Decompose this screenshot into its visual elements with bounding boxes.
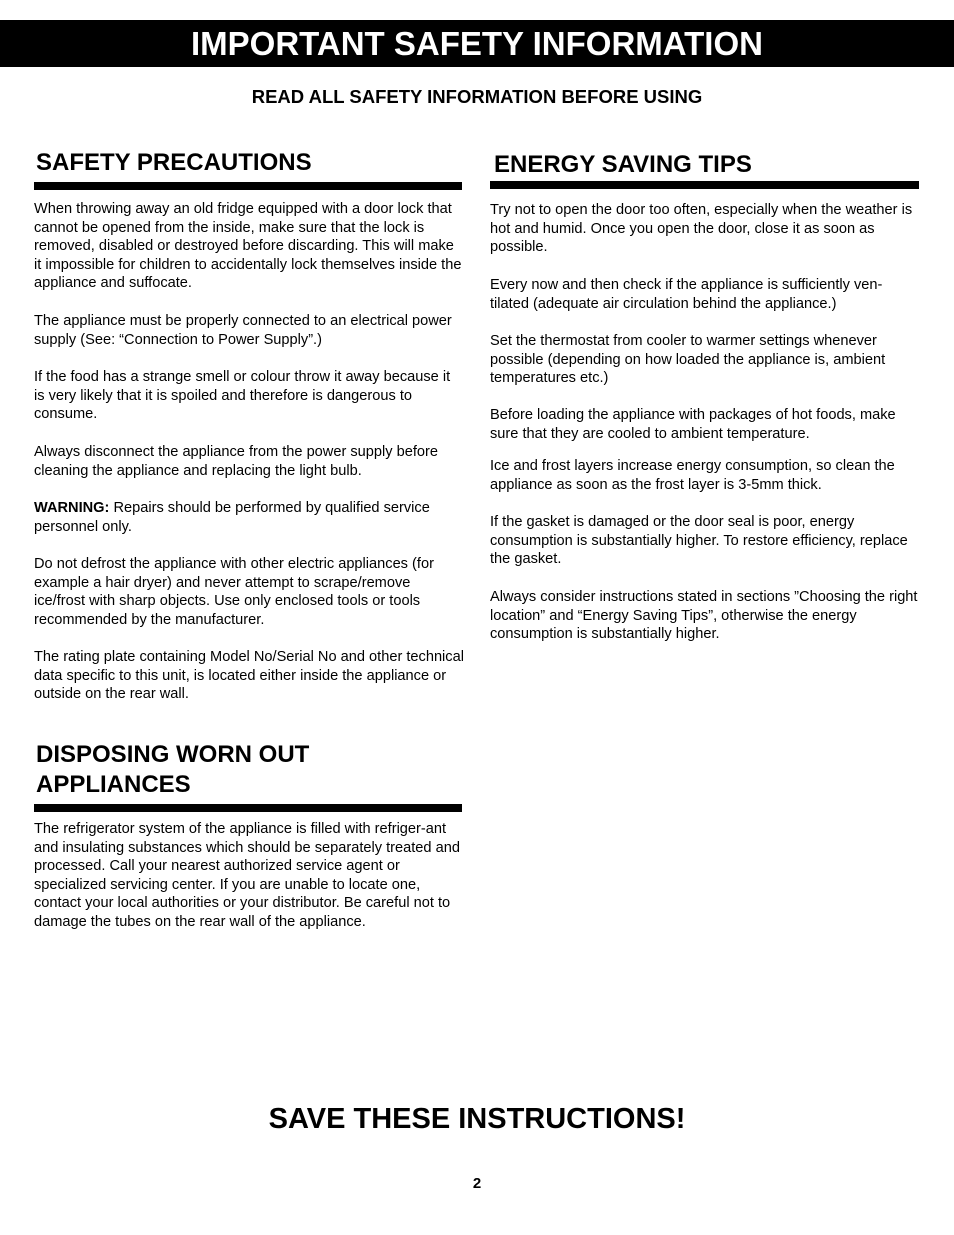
safety-heading-rule [34,182,462,190]
safety-paragraph: Do not defrost the appliance with other electric appliances (for example a hair dryer) and never attempt to scrape/remove ice/frost with sharp objects. Use only enclosed tools or tools recommended by the manufacturer. [34,556,434,628]
energy-paragraph: Every now and then check if the appliance is sufficiently ven-tilated (adequate air circulation behind the appliance.) [490,277,883,312]
energy-heading-rule [490,181,919,189]
safety-paragraph: If the food has a strange smell or colour throw it away because it is very likely that it is spoiled and therefore is dangerous to consume. [34,369,451,423]
safety-precautions-heading: SAFETY PRECAUTIONS [36,149,312,176]
safety-paragraph: When throwing away an old fridge equipped with a door lock that cannot be opened from the inside, make sure that the lock is removed, disabled or destroyed before discarding. This will make it impossible for children to accidentally lock themselves inside the appliance and suffocate. [34,201,462,292]
energy-paragraph: If the gasket is damaged or the door seal is poor, energy consumption is substantially higher. To restore efficiency, replace the gasket. [490,514,908,568]
page-number: 2 [472,1175,482,1192]
safety-paragraph: Always disconnect the appliance from the power supply before cleaning the appliance and replacing the light bulb. [34,444,438,479]
energy-paragraph: Ice and frost layers increase energy consumption, so clean the appliance as soon as the frost layer is 3-5mm thick. [490,458,895,493]
disposing-heading-line1: DISPOSING WORN OUT [36,741,310,768]
energy-saving-tips-heading: ENERGY SAVING TIPS [494,151,752,178]
disposing-paragraph: The refrigerator system of the appliance is filled with refriger-ant and insulating substances which should be separately treated and processed. Call your nearest authorized service agent or specialized servicing center. If you are unable to locate one, contact your local authorities or your distributor. Be careful not to damage the tubes on the rear wall of the appliance. [34,821,460,930]
save-instructions-heading: SAVE THESE INSTRUCTIONS! [268,1103,686,1135]
page-subtitle: READ ALL SAFETY INFORMATION BEFORE USING [251,86,703,107]
disposing-heading-line2: APPLIANCES [36,771,191,798]
energy-paragraph: Set the thermostat from cooler to warmer settings whenever possible (depending on how loaded the appliance is, ambient temperatures etc.) [490,333,886,387]
energy-paragraph: Before loading the appliance with packages of hot foods, make sure that they are cooled to ambient temperature. [490,407,896,442]
page-banner-title: IMPORTANT SAFETY INFORMATION [0,20,954,67]
safety-paragraph: The appliance must be properly connected to an electrical power supply (See: “Connection to Power Supply”.) [34,313,452,348]
energy-paragraph: Try not to open the door too often, especially when the weather is hot and humid. Once you open the door, close it as soon as possible. [490,202,913,256]
warning-label: WARNING: [34,500,110,516]
disposing-heading-rule [34,804,462,812]
safety-paragraph: The rating plate containing Model No/Serial No and other technical data specific to this unit, is located either inside the appliance or outside on the rear wall. [34,649,464,703]
safety-warning-paragraph [34,499,464,536]
warning-text: Repairs should be performed by qualified service personnel only. [34,500,430,535]
energy-paragraph: Always consider instructions stated in sections ”Choosing the right location” and “Energy Saving Tips”, otherwise the energy consumption is substantially higher. [490,589,918,643]
